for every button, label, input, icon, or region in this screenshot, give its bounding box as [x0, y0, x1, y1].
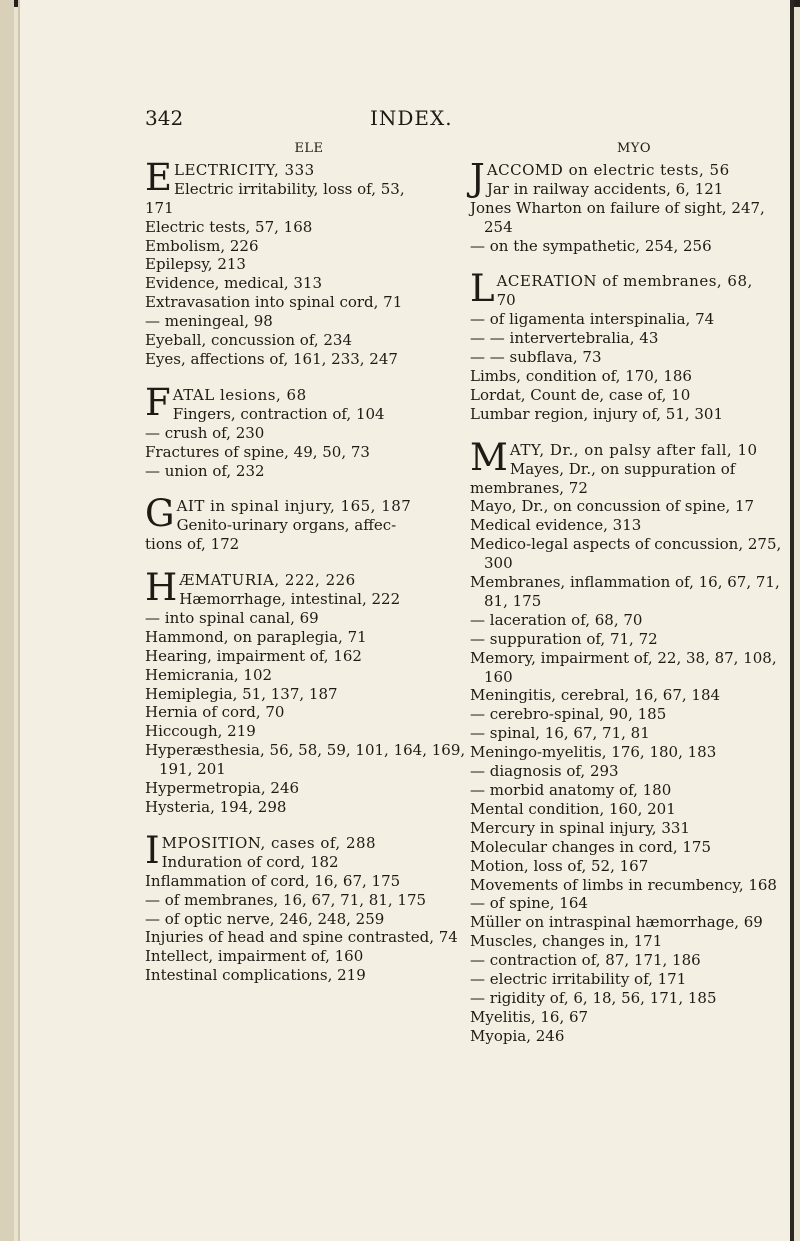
index-section: [145, 566, 473, 817]
index-entry: — of optic nerve, 246, 248, 259: [145, 909, 385, 928]
section-opening: [470, 435, 798, 479]
drop-cap: H: [145, 566, 178, 610]
index-entry: — union of, 232: [145, 461, 265, 480]
running-head: INDEX.: [370, 106, 453, 130]
index-entry: Lordat, Count de, case of, 10: [470, 385, 691, 404]
index-section: [145, 828, 473, 985]
drop-cap: E: [145, 155, 173, 199]
index-entry: ATAL lesions, 68: [172, 385, 307, 404]
index-section: [470, 155, 798, 256]
left-column: [145, 140, 473, 1002]
index-entry: — electric irritability of, 171: [470, 970, 687, 989]
index-entry: — suppuration of, 71, 72: [470, 629, 658, 648]
index-entry: Movements of limbs in recumbency, 168: [470, 875, 777, 894]
drop-cap: G: [145, 492, 175, 536]
index-entry: Myelitis, 16, 67: [470, 1007, 589, 1026]
index-entry: Intellect, impairment of, 160: [145, 947, 364, 966]
column-heading: ELE: [294, 141, 324, 156]
column-heading: MYO: [616, 141, 652, 156]
index-entry: Electric irritability, loss of, 53,: [174, 179, 405, 198]
index-entry: — cerebro-spinal, 90, 185: [470, 705, 667, 724]
index-entry: Jones Wharton on failure of sight, 247, 254: [470, 198, 765, 236]
index-entry: Muscles, changes in, 171: [470, 932, 663, 951]
index-entry: Hysteria, 194, 298: [145, 798, 287, 816]
index-entry: Evidence, medical, 313: [145, 274, 322, 293]
index-entry: — morbid anatomy of, 180: [470, 781, 672, 799]
index-entry: Eyes, affections of, 161, 233, 247: [145, 349, 398, 368]
index-entry: Memory, impairment of, 22, 38, 87, 108, 160: [470, 648, 777, 686]
index-entry: Hemiplegia, 51, 137, 187: [145, 684, 338, 703]
index-entry: membranes, 72: [470, 478, 588, 497]
index-entry: — contraction of, 87, 171, 186: [470, 951, 701, 970]
index-entry: Jar in railway accidents, 6, 121: [486, 179, 724, 198]
index-entry: Epilepsy, 213: [145, 255, 246, 274]
index-entry: — meningeal, 98: [145, 312, 273, 331]
index-entry: MPOSITION, cases of, 288: [161, 833, 377, 852]
index-entry: Molecular changes in cord, 175: [470, 837, 712, 856]
index-entry: 171: [145, 198, 174, 217]
drop-cap: I: [145, 828, 160, 872]
right-sections: [470, 155, 798, 1046]
section-opening: [145, 380, 473, 424]
index-entry: — of ligamenta interspinalia, 74: [470, 310, 715, 329]
index-section: [145, 155, 473, 369]
page-number: 342: [145, 106, 184, 130]
index-entry: — — subflava, 73: [470, 348, 602, 367]
index-entry: Intestinal complications, 219: [145, 966, 366, 985]
index-entry: Fingers, contraction of, 104: [172, 404, 385, 423]
index-entry: Medical evidence, 313: [470, 516, 642, 535]
index-entry: Medico-legal aspects of concussion, 275, 300: [470, 535, 782, 573]
index-entry: Hearing, impairment of, 162: [145, 646, 362, 665]
section-opening: [145, 155, 473, 199]
index-entry: — of membranes, 16, 67, 71, 81, 175: [145, 890, 427, 909]
section-opening: [470, 267, 798, 311]
index-entry: Lumbar region, injury of, 51, 301: [470, 404, 724, 423]
index-entry: — into spinal canal, 69: [145, 608, 319, 627]
index-entry: Inflammation of cord, 16, 67, 175: [145, 871, 401, 890]
index-entry: Motion, loss of, 52, 167: [470, 856, 649, 875]
index-section: [145, 380, 473, 481]
drop-lines: [173, 386, 473, 424]
section-opening: [145, 566, 473, 610]
index-entry: AIT in spinal injury, 165, 187: [176, 497, 412, 516]
index-entry: Electric tests, 57, 168: [145, 217, 313, 236]
index-entry: — diagnosis of, 293: [470, 762, 619, 781]
index-entry: — of spine, 164: [470, 894, 588, 913]
index-section: [470, 435, 798, 1046]
drop-lines: [162, 834, 473, 872]
index-entry: Membranes, inflammation of, 16, 67, 71, 81, 175: [470, 573, 780, 610]
drop-cap: J: [470, 155, 485, 199]
index-entry: — laceration of, 68, 70: [470, 610, 643, 629]
section-opening: [145, 828, 473, 872]
index-section: [145, 492, 473, 554]
drop-lines: [487, 161, 798, 199]
drop-lines: [510, 441, 798, 479]
drop-cap: F: [145, 380, 171, 424]
index-entry: Injuries of head and spine contrasted, 74: [145, 928, 458, 947]
index-entry: ACERATION of membranes, 68,: [496, 272, 753, 291]
index-entry: Genito-urinary organs, affec-: [176, 516, 397, 535]
index-entry: Hammond, on paraplegia, 71: [145, 627, 367, 646]
index-entry: Embolism, 226: [145, 236, 259, 255]
right-column: [470, 140, 798, 1063]
index-entry: Eyeball, concussion of, 234: [145, 331, 352, 350]
index-entry: — crush of, 230: [145, 423, 265, 442]
index-entry: Mercury in spinal injury, 331: [470, 818, 690, 837]
index-entry: Extravasation into spinal cord, 71: [145, 293, 403, 312]
index-entry: Hemicrania, 102: [145, 665, 273, 684]
index-entry: Fractures of spine, 49, 50, 73: [145, 442, 370, 461]
index-entry: Meningitis, cerebral, 16, 67, 184: [470, 686, 721, 705]
index-entry: Mayo, Dr., on concussion of spine, 17: [470, 497, 755, 516]
drop-cap: M: [470, 435, 508, 479]
drop-lines: [174, 161, 473, 199]
index-entry: 70: [496, 291, 516, 310]
index-entry: — rigidity of, 6, 18, 56, 171, 185: [470, 988, 717, 1007]
index-entry: Meningo-myelitis, 176, 180, 183: [470, 743, 717, 762]
index-entry: Mental condition, 160, 201: [470, 799, 676, 818]
index-entry: Hiccough, 219: [145, 722, 256, 741]
drop-lines: [497, 272, 798, 310]
index-entry: ÆMATURIA, 222, 226: [179, 571, 356, 590]
index-entry: — spinal, 16, 67, 71, 81: [470, 724, 650, 743]
index-entry: Induration of cord, 182: [161, 852, 339, 871]
section-opening: [470, 155, 798, 199]
index-entry: Myopia, 246: [470, 1026, 565, 1045]
index-entry: Mayes, Dr., on suppuration of: [509, 459, 736, 478]
section-opening: [145, 492, 473, 536]
left-sections: [145, 155, 473, 985]
index-entry: — on the sympathetic, 254, 256: [470, 236, 712, 255]
index-section: [470, 267, 798, 423]
index-entry: ATY, Dr., on palsy after fall, 10: [509, 440, 758, 459]
index-entry: ACCOMD on electric tests, 56: [486, 160, 730, 179]
index-entry: Hyperæsthesia, 56, 58, 59, 101, 164, 169, 191, 201: [145, 741, 466, 779]
drop-cap: L: [470, 267, 495, 311]
index-entry: — — intervertebralia, 43: [470, 329, 659, 348]
index-entry: Müller on intraspinal hæmorrhage, 69: [470, 913, 763, 932]
index-entry: Hernia of cord, 70: [145, 703, 285, 722]
index-entry: Limbs, condition of, 170, 186: [470, 366, 692, 385]
index-entry: Hæmorrhage, intestinal, 222: [179, 590, 401, 609]
index-entry: tions of, 172: [145, 535, 240, 554]
drop-lines: [179, 571, 473, 609]
binding-edge: [0, 0, 14, 1241]
drop-lines: [177, 497, 473, 535]
index-entry: Hypermetropia, 246: [145, 779, 300, 798]
index-entry: LECTRICITY, 333: [174, 160, 315, 179]
